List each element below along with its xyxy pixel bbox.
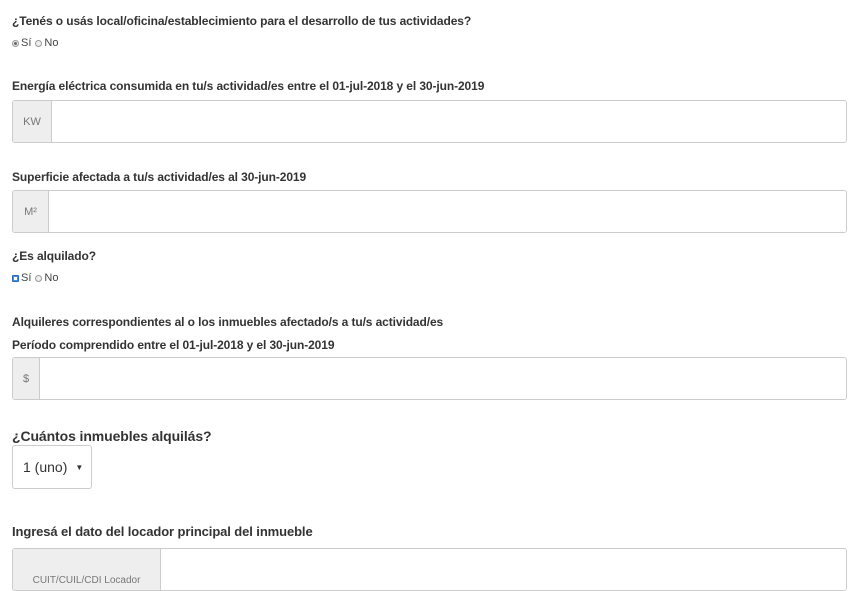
m2-addon: M² xyxy=(13,191,49,232)
radio-yes-label: Sí xyxy=(21,37,32,49)
cuantos-label: ¿Cuántos inmuebles alquilás? xyxy=(12,428,212,444)
energia-label: Energía eléctrica consumida en tu/s actividad/es entre el 01-jul-2018 y el 30-jun-2019 xyxy=(12,79,485,93)
alquileres-input-group xyxy=(12,357,847,400)
alquileres-label: Alquileres correspondientes al o los inmuebles afectado/s a tu/s actividad/es xyxy=(12,315,444,329)
locador-input-group xyxy=(12,548,847,591)
alquileres-input[interactable] xyxy=(40,358,846,399)
cuantos-select[interactable] xyxy=(12,445,92,489)
superficie-label: Superficie afectada a tu/s actividad/es al 30-jun-2019 xyxy=(12,170,307,184)
radio-yes-label: Sí xyxy=(21,272,32,284)
radio-yes-alquilado[interactable] xyxy=(12,275,19,282)
energia-input[interactable] xyxy=(52,101,846,142)
superficie-input[interactable] xyxy=(49,191,846,232)
radio-no-alquilado[interactable] xyxy=(35,275,42,282)
energia-input-group xyxy=(12,100,847,143)
radio-no-label: No xyxy=(44,272,59,284)
caret-down-icon: ▼ xyxy=(75,462,84,472)
cuit-addon: CUIT/CUIL/CDI Locador xyxy=(13,549,161,590)
cuantos-selected-value: 1 (uno) xyxy=(23,459,68,475)
kw-addon: KW xyxy=(13,101,52,142)
alquilado-radio-group xyxy=(12,272,62,284)
radio-no-local[interactable] xyxy=(35,40,42,47)
local-radio-group xyxy=(12,37,62,49)
radio-yes-local[interactable] xyxy=(12,40,19,47)
question-local: ¿Tenés o usás local/oficina/establecimiento para el desarrollo de tus actividades? xyxy=(12,14,472,28)
periodo-label: Período comprendido entre el 01-jul-2018 y el 30-jun-2019 xyxy=(12,338,335,352)
locador-input[interactable] xyxy=(161,549,846,590)
locador-label: Ingresá el dato del locador principal del inmueble xyxy=(12,524,313,539)
alquilado-label: ¿Es alquilado? xyxy=(12,249,96,263)
radio-no-label: No xyxy=(44,37,59,49)
dollar-addon: $ xyxy=(13,358,40,399)
superficie-input-group xyxy=(12,190,847,233)
